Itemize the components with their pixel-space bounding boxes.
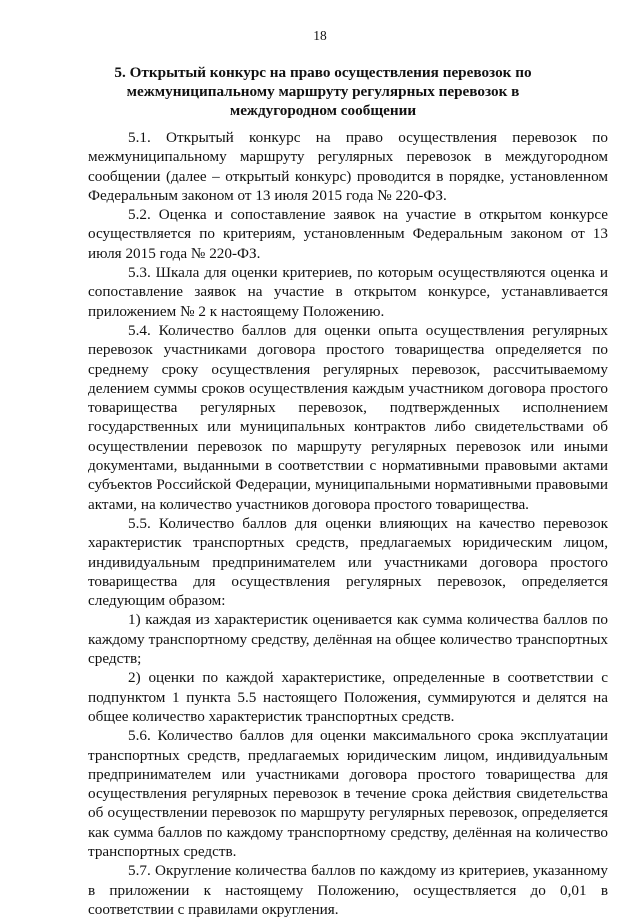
paragraph-5-6: 5.6. Количество баллов для оценки максимального срока эксплуатации транспортных средств, предлагаемых юридическим лицом, индивидуальным предпринимателем или участниками договора простого товарищества для осуществления регулярных перевозок в течение срока действия свидетельства об осуществлении перевозок по маршруту регулярных перевозок, определяется как сумма баллов по каждому транспортному средству, делённая на количество транспортных средств. xyxy=(88,727,608,860)
paragraph-5-3: 5.3. Шкала для оценки критериев, по которым осуществляются оценка и сопоставление заявок на участие в открытом конкурсе, устанавливается приложением № 2 к настоящему Положению. xyxy=(88,264,608,320)
paragraph-5-1: 5.1. Открытый конкурс на право осуществления перевозок по межмуниципальному маршруту регулярных перевозок в междугородном сообщении (далее – открытый конкурс) проводится в порядке, установленном Федеральным законом от 13 июля 2015 года № 220-ФЗ. xyxy=(88,129,608,204)
paragraph-5-2: 5.2. Оценка и сопоставление заявок на участие в открытом конкурсе осуществляется по критериям, установленным Федеральным законом от 13 июля 2015 года № 220-ФЗ. xyxy=(88,206,608,262)
section-title: 5. Открытый конкурс на право осуществления перевозок по межмуниципальному маршруту регулярных перевозок в междугородном сообщении xyxy=(114,64,532,119)
paragraph-5-5-item-2: 2) оценки по каждой характеристике, определенные в соответствии с подпунктом 1 пункта 5.5 настоящего Положения, суммируются и делятся на общее количество характеристик транспортных средств. xyxy=(88,669,608,725)
paragraph-5-5: 5.5. Количество баллов для оценки влияющих на качество перевозок характеристик транспортных средств, предлагаемых юридическим лицом, индивидуальным предпринимателем или участниками договора простого товарищества для осуществления регулярных перевозок, определяется следующим образом: xyxy=(88,514,608,610)
page-number: 18 xyxy=(313,28,327,43)
paragraph-5-7: 5.7. Округление количества баллов по каждому из критериев, указанному в приложении к настоящему Положению, осуществляется до 0,01 в соответствии с правилами округления. xyxy=(88,862,608,918)
paragraph-5-5-item-1: 1) каждая из характеристик оценивается как сумма количества баллов по каждому транспортному средству, делённая на общее количество транспортных средств; xyxy=(88,611,608,668)
section-body xyxy=(88,128,608,919)
paragraph-5-4: 5.4. Количество баллов для оценки опыта осуществления регулярных перевозок участниками договора простого товарищества определяется по среднему сроку осуществления регулярных перевозок, рассчитываемому делением суммы сроков осуществления каждым участником договора простого товарищества регулярных перевозок, подтвержденных исполнением государственных или муниципальных контрактов либо свидетельствами об осуществлении перевозок по маршруту регулярных перевозок или иными документами, выданными в соответствии с нормативными правовыми актами субъектов Российской Федерации, муниципальными нормативными правовыми актами, на количество участников договора простого товарищества. xyxy=(88,321,608,513)
